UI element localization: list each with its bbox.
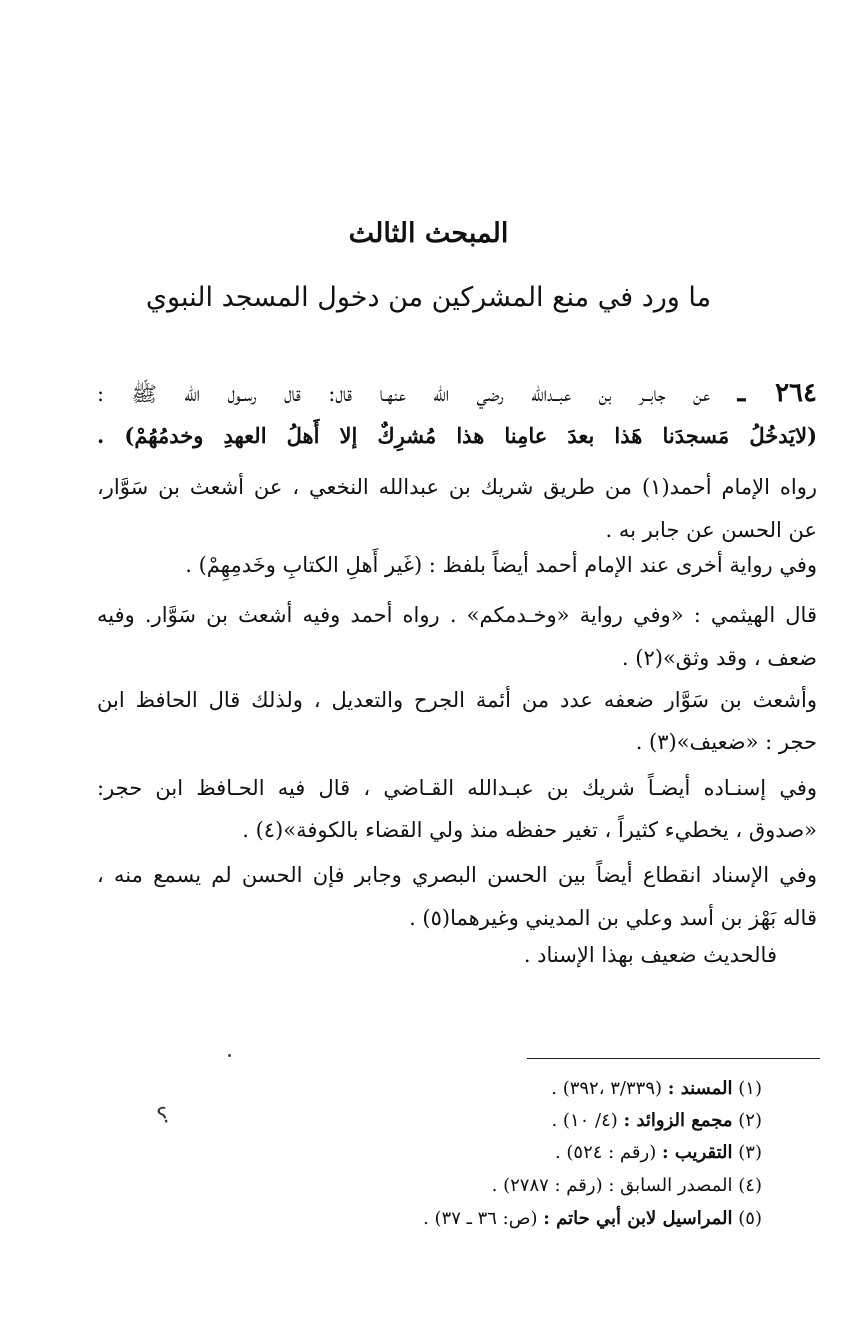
footnote-title: المصدر السابق :: [608, 1175, 733, 1196]
footnote-1: [202, 1076, 762, 1102]
body-line: وفي الإسناد انقطاع أيضاً بين الحسن البصري وجابر فإن الحسن لم يسمع منه ،: [97, 863, 817, 887]
footnote-title: المسند :: [667, 1078, 733, 1099]
footnote-2: [202, 1108, 762, 1134]
body-line: وأشعث بن سَوَّار ضعفه عدد من أئمة الجرح والتعديل ، ولذلك قال الحافظ ابن: [97, 688, 817, 712]
footnote-ref: (ص: ٣٦ ـ ٣٧) .: [423, 1208, 538, 1229]
footnote-number: (٣): [738, 1142, 762, 1163]
body-line: «صدوق ، يخطيء كثيراً ، تغير حفظه منذ ولي القضاء بالكوفة»(٤) .: [242, 818, 817, 842]
body-line: ضعف ، وقد وثق»(٢) .: [621, 646, 817, 670]
hadith-line-1: [97, 378, 817, 409]
body-line: وفي رواية أخرى عند الإمام أحمد أيضاً بلفظ : (غَير أَهلِ الكتابِ وخَدمِهِمْ) .: [185, 553, 817, 577]
body-line: قال الهيثمي : «وفي رواية «وخـدمكم» . رواه أحمد وفيه أشعث بن سَوَّار. وفيه: [97, 603, 817, 627]
footnote-4: [202, 1173, 762, 1199]
footnote-ref: (رقم : ٥٢٤) .: [554, 1142, 657, 1163]
body-line: حجر : «ضعيف»(٣) .: [635, 730, 817, 754]
footnote-number: (٢): [738, 1110, 762, 1131]
footnote-ref: (رقم : ٢٧٨٧) .: [491, 1175, 603, 1196]
footnote-title: مجمع الزوائد :: [623, 1110, 733, 1131]
footnote-ref: (٤/ ١٠) .: [551, 1110, 618, 1131]
body-line: عن الحسن عن جابر به .: [605, 518, 817, 542]
footnote-ref: (٣/٣٣٩ ،٣٩٢) .: [551, 1078, 663, 1099]
body-line: وفي إسنـاده أيضـاً شريك بن عبـدالله القـاضي ، قال فيه الحـافظ ابن حجر:: [97, 776, 817, 800]
footnote-3: [202, 1140, 762, 1166]
footnote-number: (٤): [738, 1175, 762, 1196]
hadith-text: عن جابــر بن عبــدالله رضي الله عنهـا قال: قال رسـول الله ﷺ :: [97, 382, 711, 406]
footnote-5: [202, 1206, 762, 1232]
section-title: ما ورد في منع المشركين من دخول المسجد النبوي: [145, 282, 712, 313]
stray-mark: ؟: [154, 1102, 174, 1131]
hadith-quote: (لايَدخُلُ مَسجدَنا هَذا بعدَ عامِنا هذا مُشرِكٌ إلا أَهلُ العهدِ وخدمُهُمْ) .: [97, 423, 817, 448]
body-line: رواه الإمام أحمد(١) من طريق شريك بن عبدالله النخعي ، عن أشعث بن سَوَّار،: [97, 475, 817, 499]
footnote-number: (١): [738, 1078, 762, 1099]
footnote-title: التقريب :: [661, 1142, 733, 1163]
hadith-number: ٢٦٤ ـ: [737, 378, 817, 408]
body-line: قاله بَهْز بن أسد وعلي بن المديني وغيرهما(٥) .: [409, 906, 817, 930]
footnote-number: (٥): [738, 1208, 762, 1229]
section-heading: المبحث الثالث: [348, 218, 509, 249]
speck-mark: [228, 1054, 231, 1057]
footnote-title: المراسيل لابن أبي حاتم :: [543, 1208, 733, 1229]
footnote-divider: [527, 1058, 820, 1059]
body-line: فالحديث ضعيف بهذا الإسناد .: [523, 943, 777, 967]
